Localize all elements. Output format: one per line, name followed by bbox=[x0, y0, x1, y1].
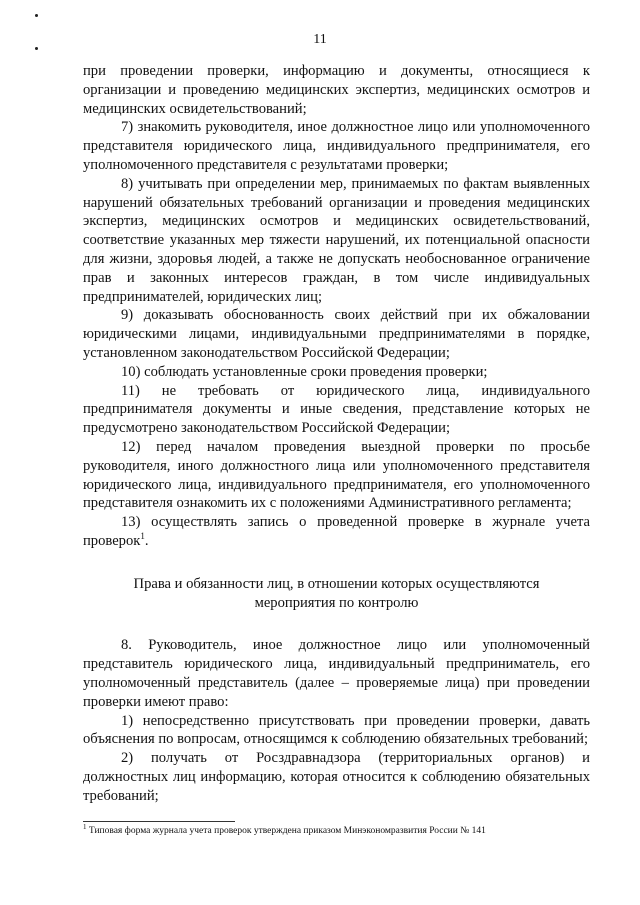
paragraph-item-13-text: 13) осуществлять запись о проведенной проверке в журнале учета проверок bbox=[83, 514, 590, 549]
paragraph-item-7: 7) знакомить руководителя, иное должностное лицо или уполномоченного представителя юридического лица, индивидуального предпринимателя, его уполномоченного представителя с результатами проверки; bbox=[83, 119, 590, 173]
paragraph-item-8: 8) учитывать при определении мер, принимаемых по фактам выявленных нарушений обязательных требований организации и проведения медицинских экспертиз, медицинских осмотров и медицинских освидетельствований, соответствие указанных мер тяжести нарушений, их потенциальной опасности для жизни, здоровья людей, а также не допускать необоснованное ограничение прав и законных интересов граждан, в том числе индивидуальных предпринимателей, юридических лиц; bbox=[83, 175, 590, 305]
paragraph-item-9: 9) доказывать обоснованность своих действий при их обжаловании юридическими лицами, индивидуальными предпринимателями в порядке, установленном законодательством Российской Федерации; bbox=[83, 307, 590, 361]
paragraph-item-12: 12) перед началом проведения выездной проверки по просьбе руководителя, иного должностного лица или уполномоченного представителя юридического лица, индивидуального предпринимателя, его уполномоченного представителя ознакомить их с положениями Административного регламента; bbox=[83, 438, 590, 512]
paragraph-item-13-end: . bbox=[144, 532, 149, 549]
footnote-reference: 1 bbox=[140, 531, 145, 542]
paragraph-right-1: 1) непосредственно присутствовать при проведении проверки, давать объяснения по вопросам, относящимся к соблюдению обязательных требований; bbox=[83, 712, 590, 748]
scan-dot-1 bbox=[35, 14, 38, 17]
document-body bbox=[83, 62, 590, 805]
footnote bbox=[83, 822, 603, 837]
footnote-divider bbox=[83, 821, 235, 822]
section-heading: Права и обязанности лиц, в отношении которых осуществляются мероприятия по контролю bbox=[133, 575, 540, 611]
paragraph-continuation: при проведении проверки, информацию и документы, относящиеся к организации и проведению медицинских экспертиз, медицинских осмотров и медицинских освидетельствований; bbox=[83, 63, 590, 117]
footnote-text: Типовая форма журнала учета проверок утверждена приказом Минэкономразвития России № 141 bbox=[88, 826, 486, 836]
paragraph-item-10: 10) соблюдать установленные сроки проведения проверки; bbox=[121, 363, 488, 380]
paragraph-item-11: 11) не требовать от юридического лица, индивидуального предпринимателя документы и иные сведения, представление которых не предусмотрено законодательством Российской Федерации; bbox=[83, 382, 590, 437]
paragraph-section-8: 8. Руководитель, иное должностное лицо или уполномоченный представитель юридического лица, индивидуальный предприниматель, его уполномоченный представитель (далее – проверяемые лица) при проведении проверки имеют право: bbox=[83, 637, 590, 710]
paragraph-item-13 bbox=[83, 513, 590, 551]
paragraph-right-2: 2) получать от Росздравнадзора (территориальных органов) и должностных лиц информацию, которая относится к соблюдению обязательных требований; bbox=[83, 750, 590, 804]
footnote-number: 1 bbox=[83, 822, 87, 831]
page-number: 11 bbox=[313, 32, 327, 47]
